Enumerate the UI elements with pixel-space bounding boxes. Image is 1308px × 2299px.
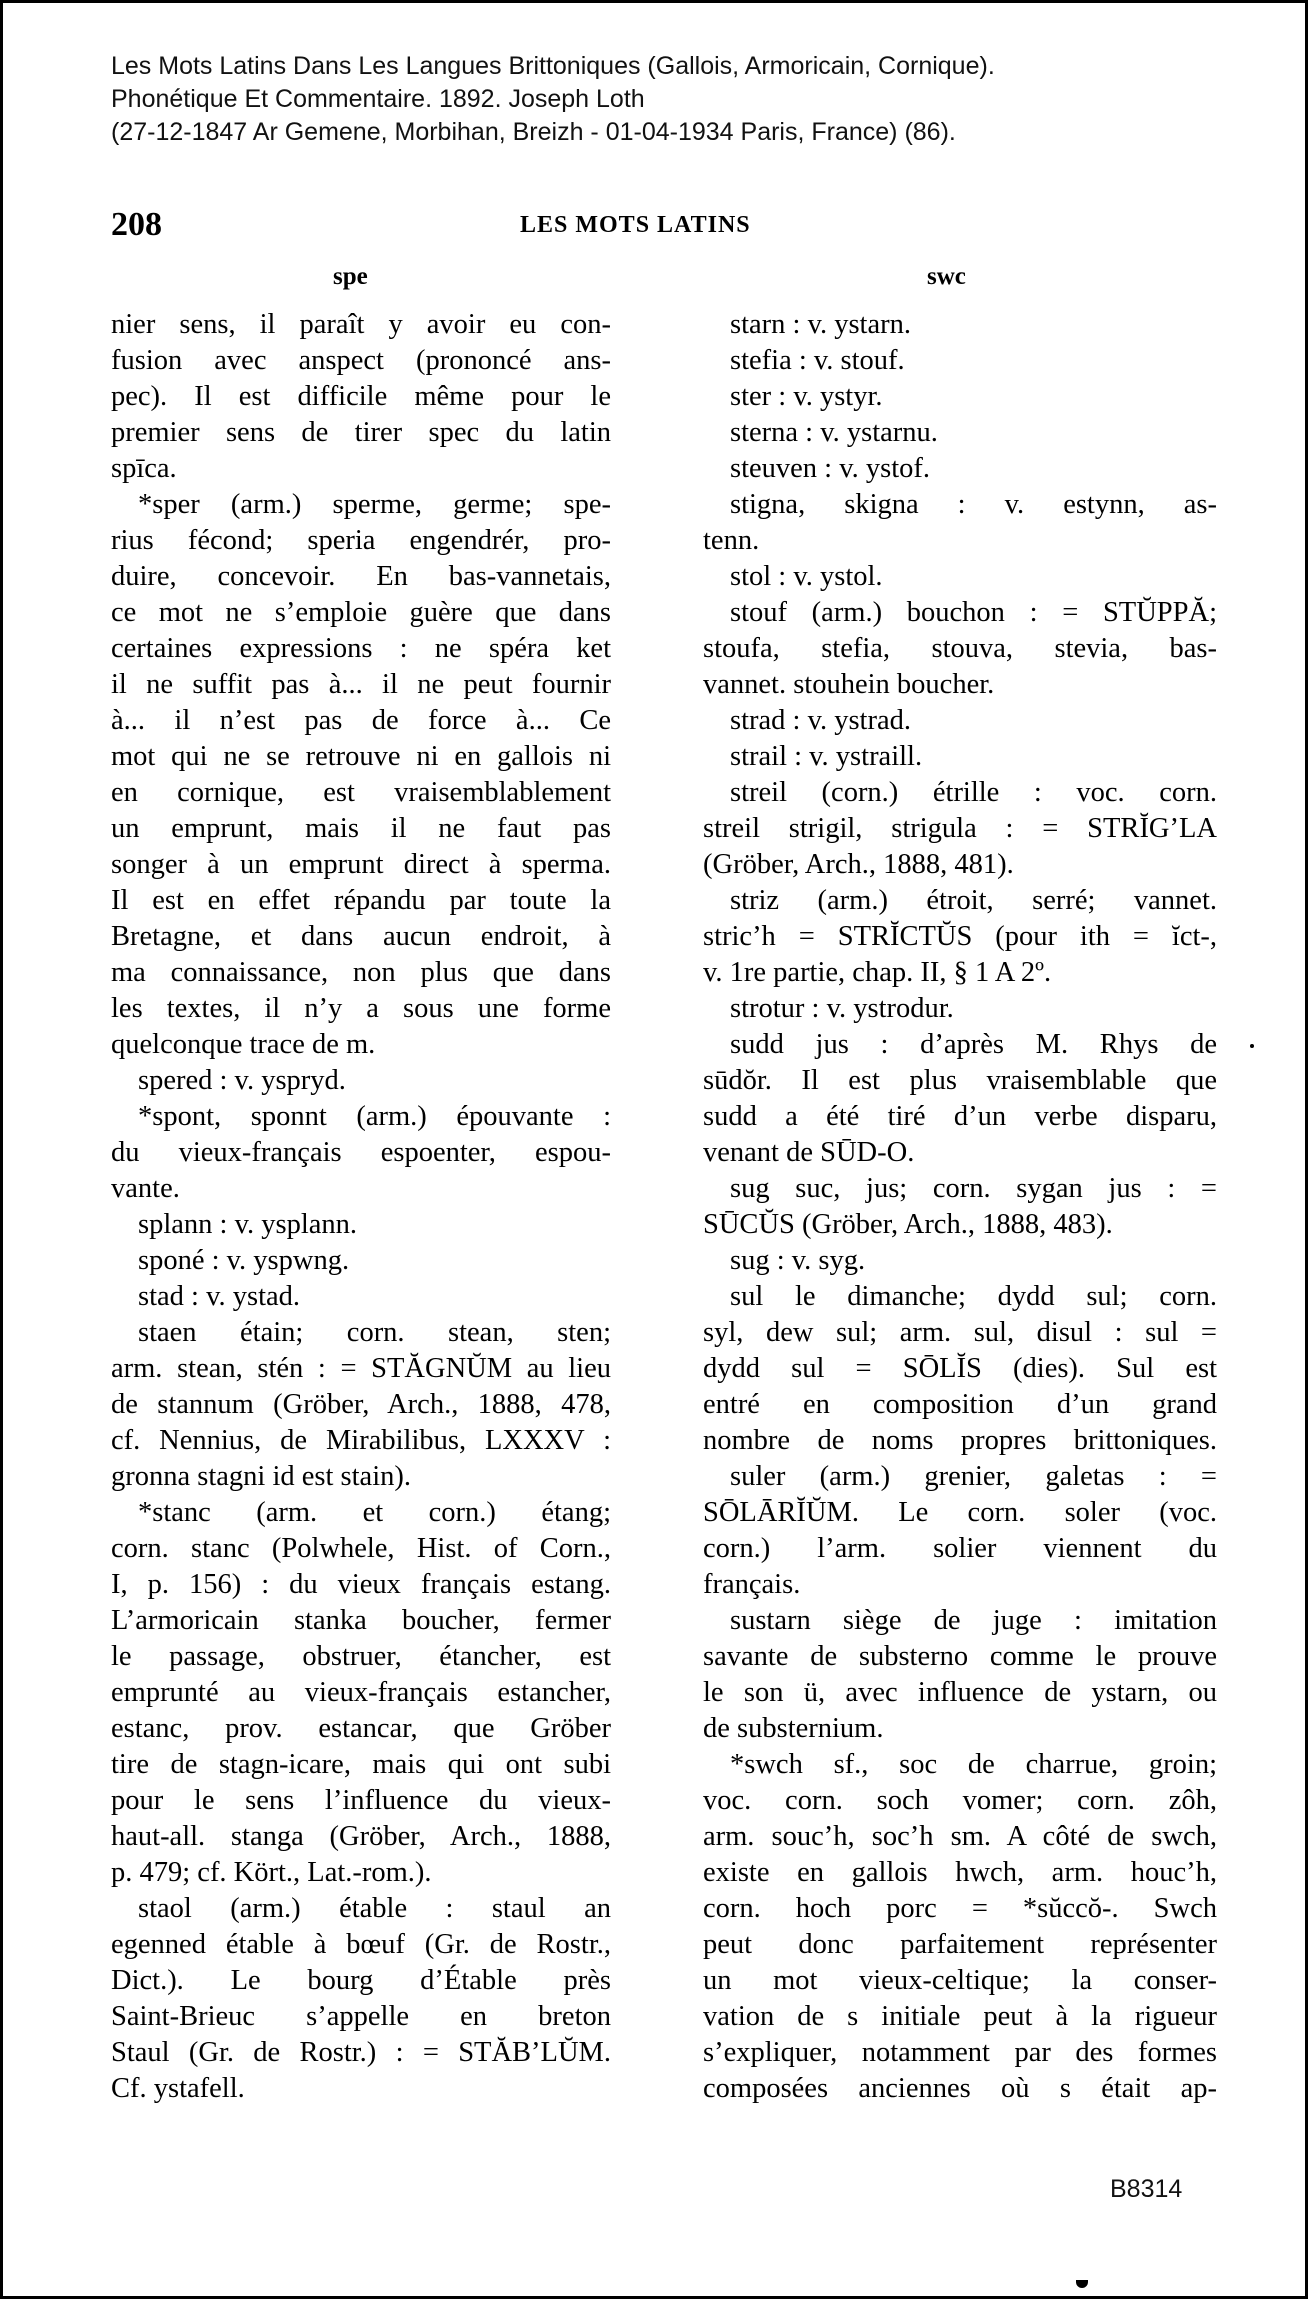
text-line: entré en composition d’un grand — [703, 1389, 1217, 1420]
text-line: fusion avec anspect (prononcé ans- — [111, 345, 611, 376]
text-line: L’armoricain stanka boucher, fermer — [111, 1605, 611, 1636]
text-line: en cornique, est vraisemblablement — [111, 777, 611, 808]
text-line: striz (arm.) étroit, serré; vannet. — [730, 885, 1217, 916]
text-line: Il est en effet répandu par toute la — [111, 885, 611, 916]
text-line: le passage, obstruer, étancher, est — [111, 1641, 611, 1672]
text-line: vante. — [111, 1173, 180, 1204]
text-line: *spont, sponnt (arm.) épouvante : — [138, 1101, 611, 1132]
page-number: 208 — [111, 206, 162, 243]
text-line: un emprunt, mais il ne faut pas — [111, 813, 611, 844]
text-line: duire, concevoir. En bas-vannetais, — [111, 561, 611, 592]
text-line: corn. stanc (Polwhele, Hist. of Corn., — [111, 1533, 611, 1564]
scan-speck — [1250, 1044, 1254, 1048]
text-line: il ne suffit pas à... il ne peut fournir — [111, 669, 611, 700]
text-line: sterna : v. ystarnu. — [730, 417, 938, 448]
text-line: de substernium. — [703, 1713, 884, 1744]
text-line: v. 1re partie, chap. II, § 1 A 2º. — [703, 957, 1052, 988]
text-line: existe en gallois hwch, arm. houc’h, — [703, 1857, 1217, 1888]
text-line: stigna, skigna : v. estynn, as- — [730, 489, 1217, 520]
text-line: I, p. 156) : du vieux français estang. — [111, 1569, 611, 1600]
text-line: pour le sens l’influence du vieux- — [111, 1785, 611, 1816]
text-line: staen étain; corn. stean, sten; — [138, 1317, 611, 1348]
text-line: egenned étable à bœuf (Gr. de Rostr., — [111, 1929, 611, 1960]
text-line: sūdŏr. Il est plus vraisemblable que — [703, 1065, 1217, 1096]
running-head: LES MOTS LATINS — [520, 212, 751, 238]
text-line: nombre de noms propres brittoniques. — [703, 1425, 1217, 1456]
text-line: venant de SŪD-O. — [703, 1137, 915, 1168]
text-line: suler (arm.) grenier, galetas : = — [730, 1461, 1217, 1492]
text-line: les textes, il n’y a sous une forme — [111, 993, 611, 1024]
text-line: mot qui ne se retrouve ni en gallois ni — [111, 741, 611, 772]
text-line: syl, dew sul; arm. sul, disul : sul = — [703, 1317, 1217, 1348]
caption-line: Phonétique Et Commentaire. 1892. Joseph Loth — [111, 85, 645, 113]
text-line: ma connaissance, non plus que dans — [111, 957, 611, 988]
text-line: Bretagne, et dans aucun endroit, à — [111, 921, 611, 952]
right-guide-word: swc — [927, 263, 966, 290]
text-line: un mot vieux-celtique; la conser- — [703, 1965, 1217, 1996]
text-line: dydd sul = SŌLĬS (dies). Sul est — [703, 1353, 1217, 1384]
text-line: sponé : v. yspwng. — [138, 1245, 350, 1276]
text-line: *sper (arm.) sperme, germe; spe- — [138, 489, 611, 520]
text-line: ce mot ne s’emploie guère que dans — [111, 597, 611, 628]
text-line: pec). Il est difficile même pour le — [111, 381, 611, 412]
text-line: corn.) l’arm. solier viennent du — [703, 1533, 1217, 1564]
text-line: streil (corn.) étrille : voc. corn. — [730, 777, 1217, 808]
text-line: splann : v. ysplann. — [138, 1209, 358, 1240]
text-line: corn. hoch porc = *sŭccŏ-. Swch — [703, 1893, 1217, 1924]
text-line: sudd jus : d’après M. Rhys de — [730, 1029, 1217, 1060]
text-line: Saint-Brieuc s’appelle en breton — [111, 2001, 611, 2032]
right-column — [703, 307, 1217, 2107]
text-line: peut donc parfaitement représenter — [703, 1929, 1217, 1960]
caption-line: (27-12-1847 Ar Gemene, Morbihan, Breizh - 01-04-1934 Paris, France) (86). — [111, 118, 956, 146]
text-line: haut-all. stanga (Gröber, Arch., 1888, — [111, 1821, 611, 1852]
text-line: arm. souc’h, soc’h sm. A côté de swch, — [703, 1821, 1217, 1852]
text-line: spered : v. yspryd. — [138, 1065, 346, 1096]
text-line: sudd a été tiré d’un verbe disparu, — [703, 1101, 1217, 1132]
text-line: certaines expressions : ne spéra ket — [111, 633, 611, 664]
text-line: (Gröber, Arch., 1888, 481). — [703, 849, 1014, 880]
text-line: composées anciennes où s était ap- — [703, 2073, 1217, 2104]
caption-line: Les Mots Latins Dans Les Langues Brittoniques (Gallois, Armoricain, Cornique). — [111, 52, 995, 80]
text-line: le son ü, avec influence de ystarn, ou — [703, 1677, 1217, 1708]
text-line: staol (arm.) étable : staul an — [138, 1893, 611, 1924]
text-line: rius fécond; speria engendrér, pro- — [111, 525, 611, 556]
text-line: steuven : v. ystof. — [730, 453, 931, 484]
text-line: français. — [703, 1569, 801, 1600]
text-line: strad : v. ystrad. — [730, 705, 911, 736]
text-line: Staul (Gr. de Rostr.) : = STĂB’LŬM. — [111, 2037, 611, 2068]
text-line: gronna stagni id est stain). — [111, 1461, 411, 1492]
text-line: à... il n’est pas de force à... Ce — [111, 705, 611, 736]
text-line: *stanc (arm. et corn.) étang; — [138, 1497, 611, 1528]
text-line: cf. Nennius, de Mirabilibus, LXXXV : — [111, 1425, 611, 1456]
text-line: stol : v. ystol. — [730, 561, 883, 592]
left-guide-word: spe — [333, 263, 368, 290]
text-line: stefia : v. stouf. — [730, 345, 905, 376]
document-caption — [111, 50, 1261, 149]
text-line: tenn. — [703, 525, 760, 556]
text-line: voc. corn. soch vomer; corn. zôh, — [703, 1785, 1217, 1816]
text-line: Dict.). Le bourg d’Étable près — [111, 1965, 611, 1996]
text-line: SŪCŬS (Gröber, Arch., 1888, 483). — [703, 1209, 1113, 1240]
text-line: songer à un emprunt direct à sperma. — [111, 849, 611, 880]
text-line: tire de stagn-icare, mais qui ont subi — [111, 1749, 611, 1780]
text-line: strail : v. ystraill. — [730, 741, 923, 772]
text-line: stoufa, stefia, stouva, stevia, bas- — [703, 633, 1217, 664]
text-line: p. 479; cf. Kört., Lat.-rom.). — [111, 1857, 432, 1888]
text-line: sug : v. syg. — [730, 1245, 866, 1276]
text-line: de stannum (Gröber, Arch., 1888, 478, — [111, 1389, 611, 1420]
text-line: nier sens, il paraît y avoir eu con- — [111, 309, 611, 340]
text-line: stouf (arm.) bouchon : = STŬPPĂ; — [730, 597, 1217, 628]
text-line: starn : v. ystarn. — [730, 309, 911, 340]
left-column — [111, 307, 611, 2107]
text-line: sul le dimanche; dydd sul; corn. — [730, 1281, 1217, 1312]
text-line: quelconque trace de m. — [111, 1029, 376, 1060]
text-line: vannet. stouhein boucher. — [703, 669, 995, 700]
text-line: s’expliquer, notamment par des formes — [703, 2037, 1217, 2068]
text-line: du vieux-français espoenter, espou- — [111, 1137, 611, 1168]
text-line: streil strigil, strigula : = STRĬG’LA — [703, 813, 1217, 844]
text-line: vation de s initiale peut à la rigueur — [703, 2001, 1217, 2032]
text-line: sustarn siège de juge : imitation — [730, 1605, 1217, 1636]
catalog-code: B8314 — [1110, 2175, 1183, 2203]
text-line: stric’h = STRĬCTŬS (pour ith = ĭct-, — [703, 921, 1217, 952]
text-line: *swch sf., soc de charrue, groin; — [730, 1749, 1217, 1780]
text-line: savante de substerno comme le prouve — [703, 1641, 1217, 1672]
text-line: SŌLĀRĬŬM. Le corn. soler (voc. — [703, 1497, 1217, 1528]
text-line: estanc, prov. estancar, que Gröber — [111, 1713, 611, 1744]
text-line: emprunté au vieux-français estancher, — [111, 1677, 611, 1708]
text-line: Cf. ystafell. — [111, 2073, 245, 2104]
text-line: spīca. — [111, 453, 177, 484]
text-line: stad : v. ystad. — [138, 1281, 301, 1312]
text-line: arm. stean, stén : = STĂGNŬM au lieu — [111, 1353, 611, 1384]
text-line: sug suc, jus; corn. sygan jus : = — [730, 1173, 1217, 1204]
text-line: ster : v. ystyr. — [730, 381, 883, 412]
text-line: premier sens de tirer spec du latin — [111, 417, 611, 448]
text-line: strotur : v. ystrodur. — [730, 993, 954, 1024]
